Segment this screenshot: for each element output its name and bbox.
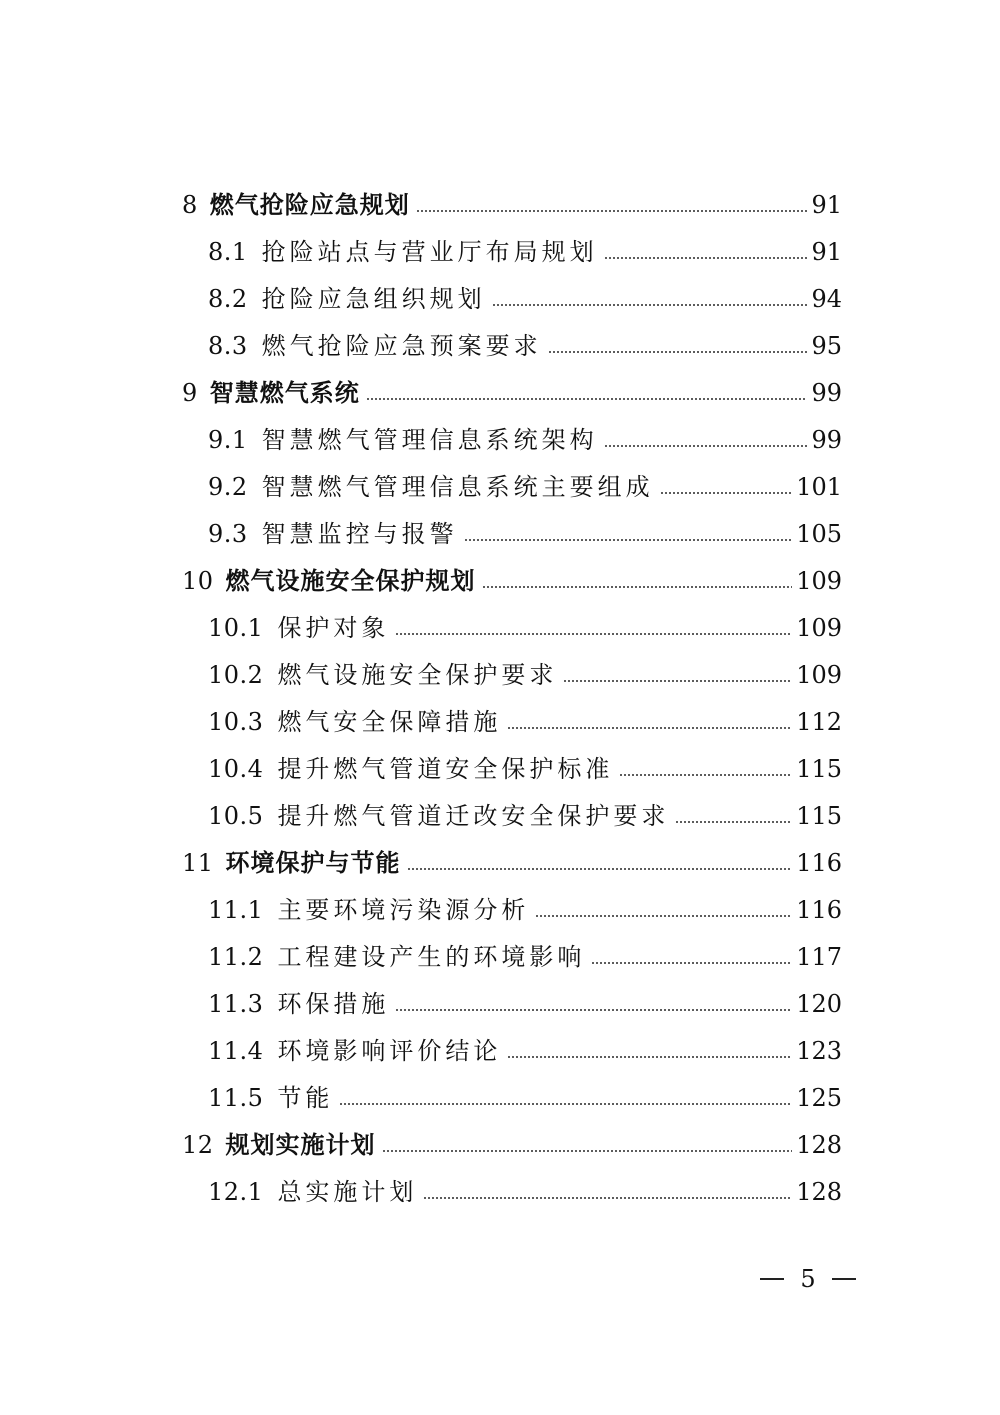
toc-section-entry[interactable]	[182, 323, 842, 370]
toc-section-entry[interactable]	[182, 699, 842, 746]
toc-entry-page: 116	[796, 849, 842, 877]
toc-entry-number: 12	[182, 1131, 214, 1159]
toc-section-entry[interactable]	[182, 934, 842, 981]
toc-section-entry[interactable]	[182, 511, 842, 558]
toc-entry-title: 燃气抢险应急规划	[209, 191, 410, 219]
toc-entry-page: 116	[796, 896, 842, 924]
toc-entry-number: 10.3	[208, 708, 264, 736]
toc-entry-page: 109	[796, 661, 842, 689]
toc-entry-title: 工程建设产生的环境影响	[277, 943, 586, 971]
toc-entry-page: 115	[796, 802, 842, 830]
toc-entry-number: 10.1	[208, 614, 264, 642]
toc-section-entry[interactable]	[182, 1028, 842, 1075]
toc-entry-title: 燃气安全保障措施	[277, 708, 502, 736]
toc-entry-number: 8.3	[208, 332, 248, 360]
toc-entry-title: 提升燃气管道迁改安全保护要求	[277, 802, 670, 830]
toc-dot-leader	[604, 445, 808, 447]
toc-entry-number: 11.4	[208, 1037, 264, 1065]
toc-dot-leader	[604, 257, 808, 259]
toc-entry-page: 101	[796, 473, 842, 501]
toc-entry-title: 提升燃气管道安全保护标准	[277, 755, 614, 783]
toc-entry-page: 128	[796, 1178, 842, 1206]
toc-entry-page: 120	[796, 990, 842, 1018]
toc-entry-number: 10.4	[208, 755, 264, 783]
toc-dot-leader	[563, 680, 792, 682]
toc-chapter-entry[interactable]	[182, 370, 842, 417]
toc-entry-title: 抢险应急组织规划	[261, 285, 486, 313]
page-footer	[760, 1262, 856, 1296]
toc-entry-page: 112	[796, 708, 842, 736]
toc-entry-number: 8.1	[208, 238, 248, 266]
toc-dot-leader	[507, 1056, 792, 1058]
toc-entry-number: 11.5	[208, 1084, 264, 1112]
toc-entry-title: 燃气设施安全保护要求	[277, 661, 558, 689]
toc-dot-leader	[535, 915, 792, 917]
toc-dot-leader	[591, 962, 792, 964]
toc-dot-leader	[366, 398, 808, 400]
toc-entry-title: 环境保护与节能	[225, 849, 401, 877]
toc-section-entry[interactable]	[182, 1169, 842, 1216]
toc-section-entry[interactable]	[182, 276, 842, 323]
toc-dot-leader	[382, 1150, 793, 1152]
toc-entry-number: 9.3	[208, 520, 248, 548]
toc-entry-number: 10.2	[208, 661, 264, 689]
toc-dot-leader	[482, 586, 793, 588]
toc-dot-leader	[492, 304, 808, 306]
toc-entry-title: 智慧监控与报警	[261, 520, 458, 548]
toc-chapter-entry[interactable]	[182, 558, 842, 605]
toc-dot-leader	[507, 727, 792, 729]
toc-entry-title: 抢险站点与营业厅布局规划	[261, 238, 598, 266]
toc-dot-leader	[660, 492, 793, 494]
toc-section-entry[interactable]	[182, 746, 842, 793]
toc-entry-number: 11.3	[208, 990, 264, 1018]
toc-section-entry[interactable]	[182, 793, 842, 840]
toc-entry-number: 11	[182, 849, 214, 877]
page-number: 5	[800, 1265, 816, 1293]
toc-chapter-entry[interactable]	[182, 1122, 842, 1169]
toc-section-entry[interactable]	[182, 464, 842, 511]
toc-dot-leader	[464, 539, 793, 541]
toc-section-entry[interactable]	[182, 981, 842, 1028]
footer-dash-left	[760, 1278, 784, 1280]
toc-entry-title: 主要环境污染源分析	[277, 896, 530, 924]
toc-entry-page: 94	[811, 285, 842, 313]
toc-chapter-entry[interactable]	[182, 840, 842, 887]
toc-entry-number: 12.1	[208, 1178, 264, 1206]
toc-entry-page: 91	[811, 238, 842, 266]
toc-entry-number: 9	[182, 379, 198, 407]
toc-entry-title: 燃气抢险应急预案要求	[261, 332, 542, 360]
toc-entry-number: 9.1	[208, 426, 248, 454]
toc-dot-leader	[416, 210, 808, 212]
toc-entry-title: 总实施计划	[277, 1178, 418, 1206]
toc-entry-title: 智慧燃气管理信息系统架构	[261, 426, 598, 454]
toc-entry-number: 10.5	[208, 802, 264, 830]
toc-entry-number: 10	[182, 567, 214, 595]
toc-entry-title: 环保措施	[277, 990, 390, 1018]
toc-dot-leader	[675, 821, 792, 823]
toc-dot-leader	[395, 633, 792, 635]
toc-entry-title: 智慧燃气管理信息系统主要组成	[261, 473, 654, 501]
toc-section-entry[interactable]	[182, 417, 842, 464]
toc-entry-page: 99	[811, 426, 842, 454]
toc-dot-leader	[548, 351, 808, 353]
footer-dash-right	[832, 1278, 856, 1280]
toc-section-entry[interactable]	[182, 229, 842, 276]
toc-chapter-entry[interactable]	[182, 182, 842, 229]
toc-entry-page: 117	[796, 943, 842, 971]
toc-entry-number: 8.2	[208, 285, 248, 313]
toc-entry-number: 8	[182, 191, 198, 219]
toc-entry-title: 燃气设施安全保护规划	[225, 567, 476, 595]
toc-dot-leader	[619, 774, 792, 776]
toc-entry-number: 11.1	[208, 896, 264, 924]
toc-entry-page: 109	[796, 614, 842, 642]
toc-entry-page: 99	[811, 379, 842, 407]
toc-entry-page: 115	[796, 755, 842, 783]
toc-dot-leader	[339, 1103, 792, 1105]
toc-section-entry[interactable]	[182, 887, 842, 934]
toc-entry-page: 125	[796, 1084, 842, 1112]
toc-entry-title: 规划实施计划	[225, 1131, 376, 1159]
toc-entry-number: 9.2	[208, 473, 248, 501]
toc-entry-page: 105	[796, 520, 842, 548]
toc-dot-leader	[395, 1009, 792, 1011]
table-of-contents	[182, 182, 842, 1216]
toc-entry-page: 95	[811, 332, 842, 360]
toc-dot-leader	[407, 868, 793, 870]
toc-entry-title: 保护对象	[277, 614, 390, 642]
toc-entry-page: 109	[796, 567, 842, 595]
toc-entry-page: 91	[811, 191, 842, 219]
toc-section-entry[interactable]	[182, 652, 842, 699]
toc-entry-number: 11.2	[208, 943, 264, 971]
toc-entry-title: 智慧燃气系统	[209, 379, 360, 407]
toc-entry-title: 环境影响评价结论	[277, 1037, 502, 1065]
toc-dot-leader	[423, 1197, 792, 1199]
toc-entry-title: 节能	[277, 1084, 334, 1112]
toc-entry-page: 123	[796, 1037, 842, 1065]
toc-section-entry[interactable]	[182, 1075, 842, 1122]
toc-entry-page: 128	[796, 1131, 842, 1159]
toc-section-entry[interactable]	[182, 605, 842, 652]
